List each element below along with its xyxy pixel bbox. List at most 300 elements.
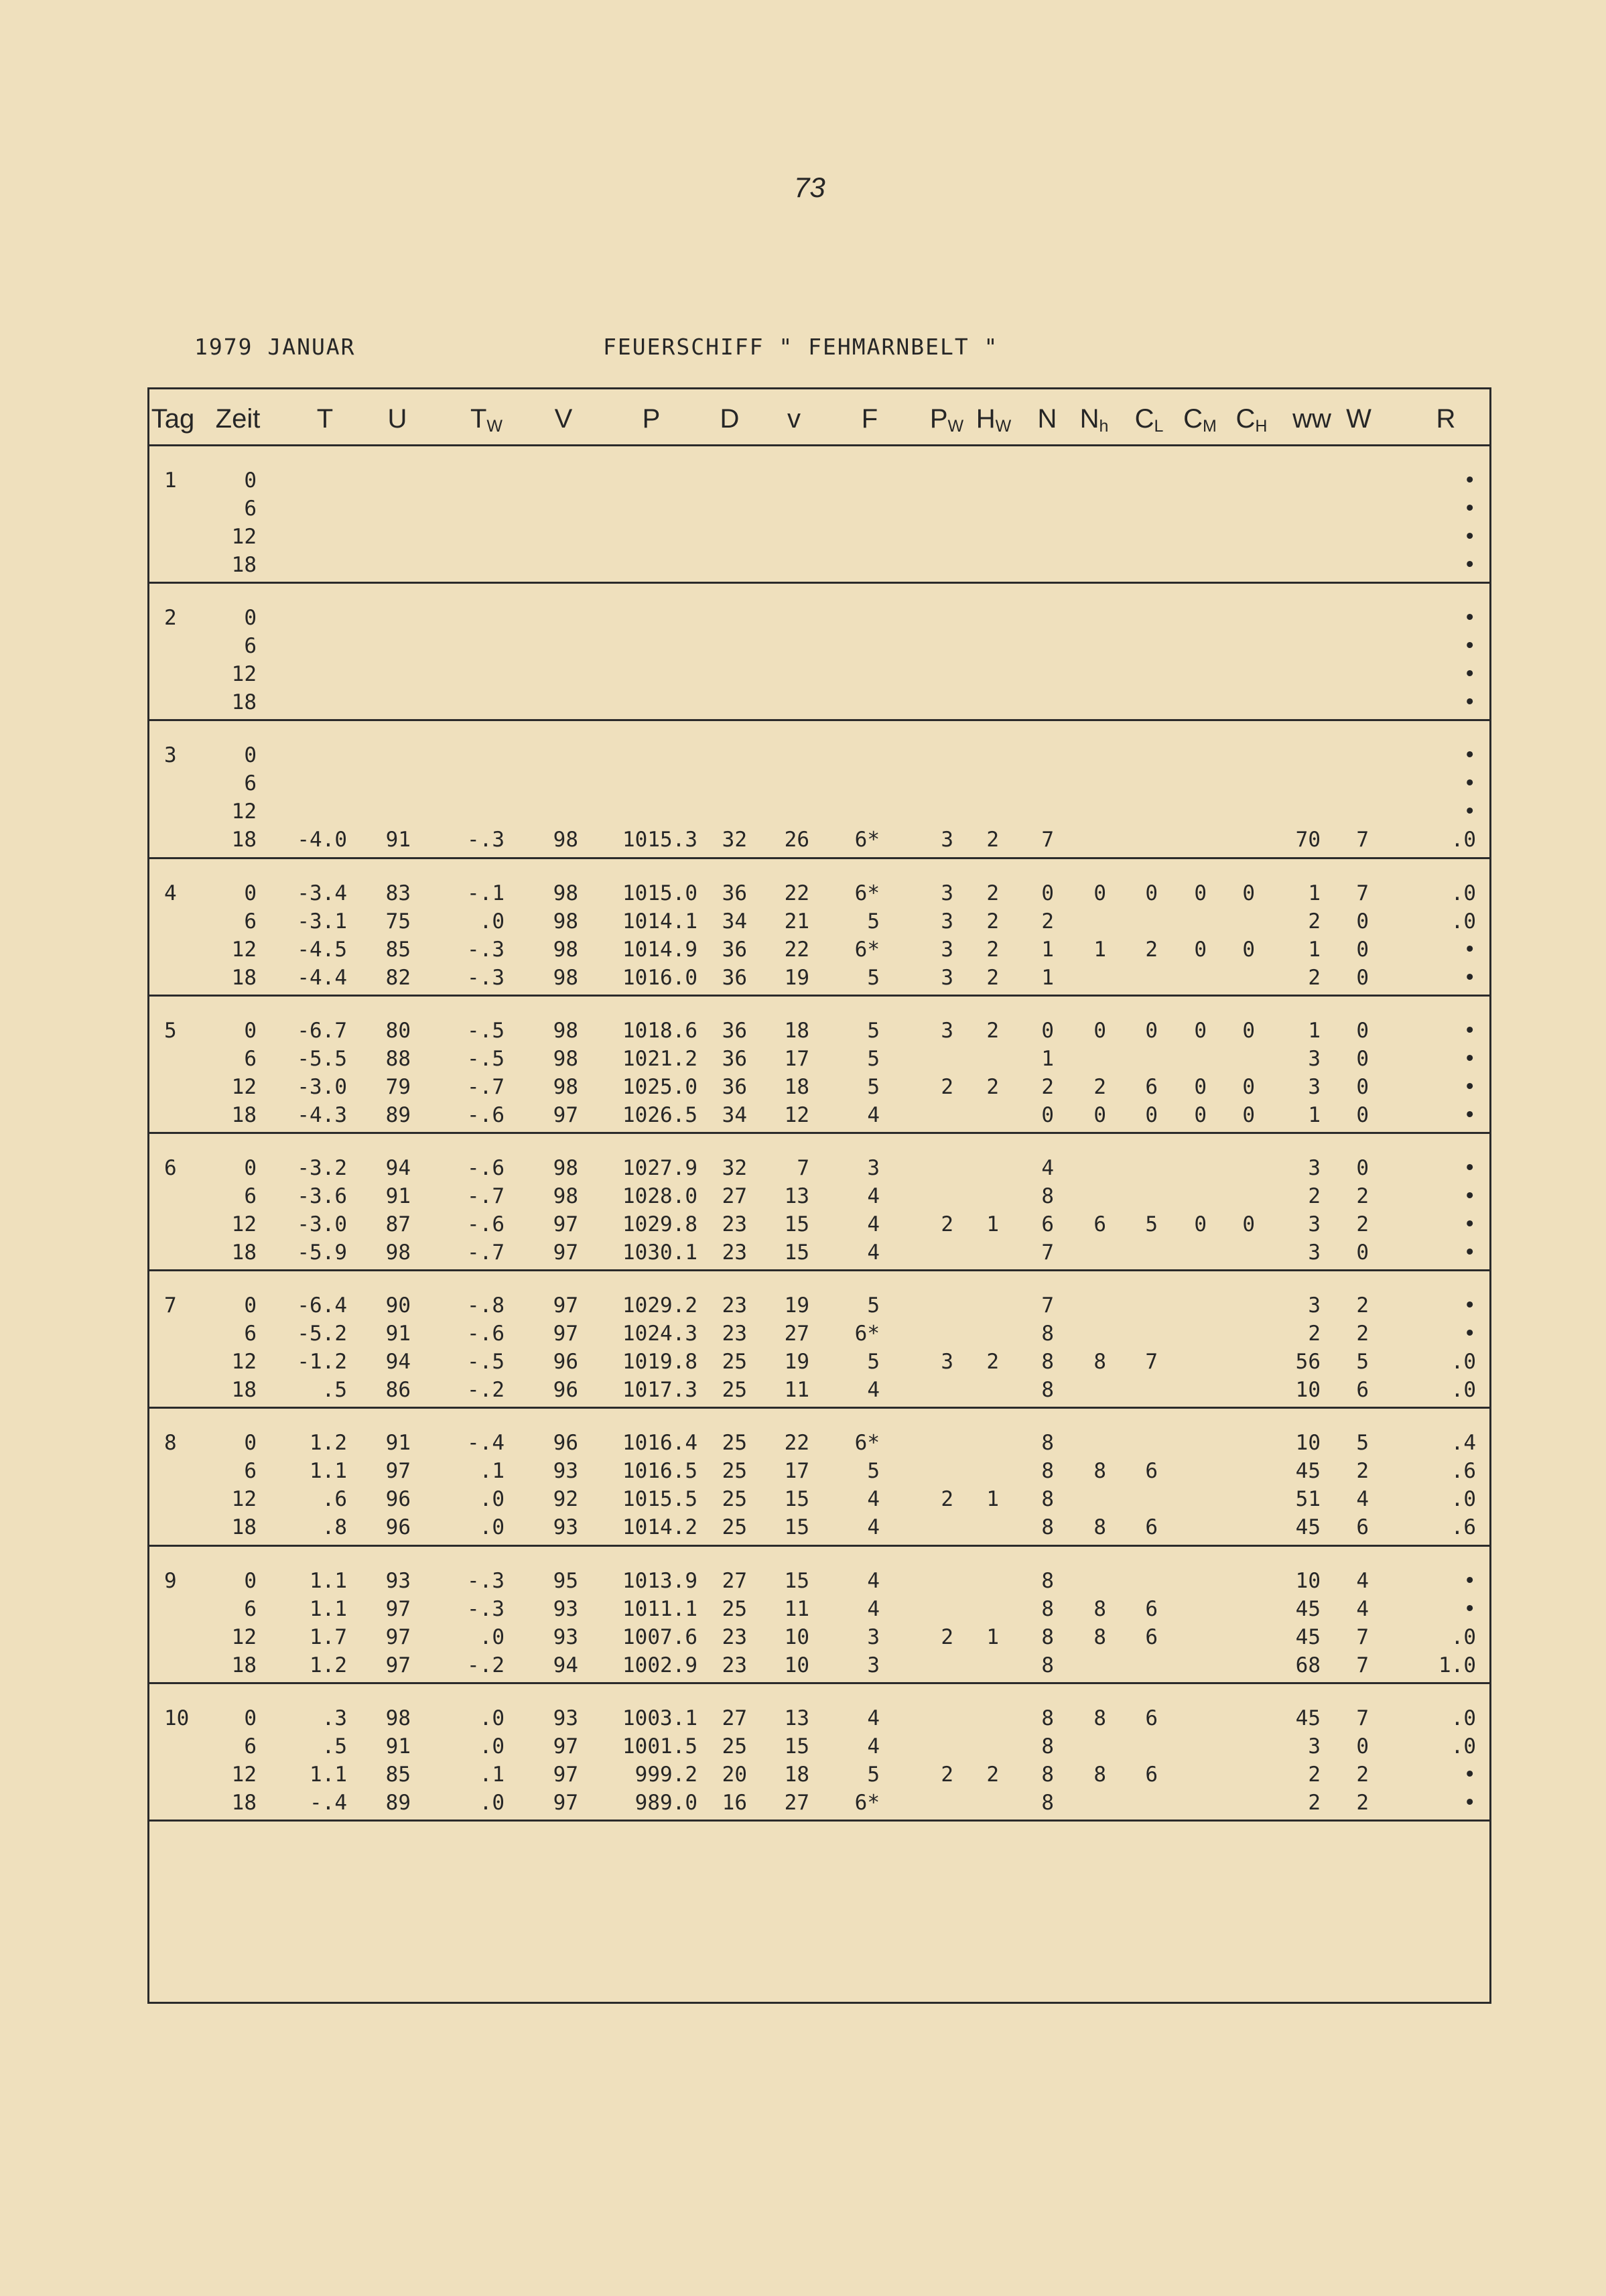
table-row [149,1182,1489,1210]
cell-v: 10 [784,1653,809,1677]
cell-ww: 3 [1308,1240,1321,1265]
cell-r: • [1463,743,1476,768]
cell-r: • [1463,662,1476,687]
cell-zeit: 6 [244,1046,257,1071]
cell-u: 86 [385,1378,411,1403]
cell-zeit: 12 [231,800,257,824]
cell-v: 98 [553,1046,578,1071]
cell-cl: 0 [1145,1018,1158,1043]
cell-u: 91 [385,1184,411,1208]
cell-t: -3.0 [297,1074,347,1099]
cell-pw: 3 [941,1018,953,1043]
cell-p: 1003.1 [622,1706,697,1730]
cell-u: 89 [385,1790,411,1815]
cell-hw: 2 [986,1018,999,1043]
cell-ch: 0 [1242,1102,1255,1127]
cell-w: 5 [1356,1431,1369,1456]
cell-n: 2 [1041,1074,1054,1099]
col-d: D [720,404,740,434]
cell-n: 8 [1041,1350,1054,1375]
cell-u: 82 [385,965,411,990]
cell-zeit: 12 [231,662,257,687]
cell-hw: 2 [986,965,999,990]
cell-d: 23 [722,1240,747,1265]
cell-pw: 3 [941,828,953,852]
cell-pw: 3 [941,965,953,990]
cell-ch: 0 [1242,1074,1255,1099]
cell-v: 13 [784,1706,809,1730]
cell-zeit: 0 [244,1156,257,1180]
cell-r: • [1463,690,1476,715]
cell-u: 97 [385,1596,411,1621]
cell-d: 27 [722,1184,747,1208]
cell-r: .0 [1451,1378,1476,1403]
cell-f: 6* [854,1322,880,1346]
cell-f: 4 [867,1596,880,1621]
cell-p: 1017.3 [622,1378,697,1403]
cell-d: 23 [722,1322,747,1346]
cell-t: -4.3 [297,1102,347,1127]
col-pw: $P_W$ [929,404,964,436]
cell-d: 32 [722,1156,747,1180]
cell-t: -6.7 [297,1018,347,1043]
cell-hw: 2 [986,1074,999,1099]
cell-tw: -.6 [467,1322,505,1346]
col-ch: $C_H$ [1235,404,1268,436]
cell-t: 1.1 [310,1459,347,1484]
cell-zeit: 0 [244,1431,257,1456]
cell-d: 23 [722,1212,747,1236]
cell-r: • [1463,965,1476,990]
cell-ww: 45 [1295,1624,1321,1649]
cell-ww: 3 [1308,1156,1321,1180]
cell-p: 1016.5 [622,1459,697,1484]
cell-n: 1 [1041,965,1054,990]
cell-f: 5 [867,1293,880,1318]
cell-w: 0 [1356,1018,1369,1043]
cell-ww: 70 [1295,828,1321,852]
cell-zeit: 12 [231,1762,257,1787]
cell-t: -5.5 [297,1046,347,1071]
cell-nh: 0 [1093,1102,1106,1127]
cell-t: -6.4 [297,1293,347,1318]
cell-v: 96 [553,1378,578,1403]
cell-v: 27 [784,1790,809,1815]
day-block [149,1134,1489,1271]
cell-n: 8 [1041,1568,1054,1593]
cell-hw: 1 [986,1487,999,1512]
cell-r: • [1463,937,1476,962]
cell-w: 0 [1356,937,1369,962]
cell-f: 4 [867,1378,880,1403]
cell-v: 98 [553,909,578,934]
day-block [149,584,1489,721]
cell-nh: 8 [1093,1762,1106,1787]
table-row [149,1651,1489,1679]
cell-v: 93 [553,1624,578,1649]
cell-f: 6* [854,1431,880,1456]
cell-zeit: 6 [244,1322,257,1346]
cell-p: 999.2 [634,1762,697,1787]
cell-tw: -.8 [467,1293,505,1318]
cell-p: 1029.8 [622,1212,697,1236]
day-number: 6 [164,1156,177,1180]
table-row [149,1291,1489,1320]
cell-p: 1019.8 [622,1350,697,1375]
cell-v: 11 [784,1378,809,1403]
cell-ww: 45 [1295,1515,1321,1540]
cell-nh: 8 [1093,1596,1106,1621]
table-row [149,1704,1489,1732]
day-number: 7 [164,1293,177,1318]
table-row [149,1210,1489,1238]
cell-u: 75 [385,909,411,934]
cell-v: 98 [553,1018,578,1043]
cell-zeit: 18 [231,965,257,990]
cell-zeit: 6 [244,634,257,659]
cell-n: 1 [1041,937,1054,962]
cell-d: 20 [722,1762,747,1787]
col-cl: $C_L$ [1134,404,1164,436]
cell-ww: 2 [1308,1762,1321,1787]
table-row [149,1595,1489,1623]
cell-t: .8 [322,1515,347,1540]
cell-nh: 0 [1093,881,1106,905]
cell-v: 98 [553,1156,578,1180]
cell-p: 989.0 [634,1790,697,1815]
cell-ww: 45 [1295,1459,1321,1484]
col-hw: $H_W$ [976,404,1012,436]
cell-nh: 8 [1093,1350,1106,1375]
cell-p: 1014.2 [622,1515,697,1540]
cell-w: 7 [1356,1706,1369,1730]
cell-tw: -.5 [467,1018,505,1043]
cell-zeit: 6 [244,909,257,934]
cell-ww: 3 [1308,1734,1321,1759]
cell-nh: 0 [1093,1018,1106,1043]
col-w: W [1346,404,1371,434]
col-zeit: Zeit [215,404,261,434]
cell-zeit: 12 [231,1212,257,1236]
cell-p: 1015.5 [622,1487,697,1512]
cell-cl: 6 [1145,1515,1158,1540]
cell-n: 8 [1041,1653,1054,1677]
cell-r: • [1463,1074,1476,1099]
cell-pw: 2 [941,1762,953,1787]
cell-t: 1.1 [310,1596,347,1621]
cell-n: 2 [1041,909,1054,934]
cell-p: 1016.0 [622,965,697,990]
cell-v: 15 [784,1240,809,1265]
cell-tw: .0 [479,1734,505,1759]
cell-f: 5 [867,1018,880,1043]
cell-t: .5 [322,1378,347,1403]
cell-tw: .1 [479,1762,505,1787]
cell-hw: 1 [986,1624,999,1649]
table-row [149,964,1489,992]
day-number: 9 [164,1568,177,1593]
cell-f: 5 [867,1762,880,1787]
cell-pw: 2 [941,1487,953,1512]
day-block [149,1547,1489,1684]
cell-p: 1028.0 [622,1184,697,1208]
cell-cl: 6 [1145,1706,1158,1730]
day-block [149,1684,1489,1822]
page-number: 73 [794,172,825,203]
cell-cm: 0 [1194,1212,1207,1236]
cell-n: 7 [1041,1240,1054,1265]
cell-u: 85 [385,1762,411,1787]
day-number: 5 [164,1018,177,1043]
cell-n: 7 [1041,828,1054,852]
cell-cl: 6 [1145,1624,1158,1649]
cell-u: 89 [385,1102,411,1127]
cell-p: 1018.6 [622,1018,697,1043]
col-cl-sub: L [1154,417,1164,436]
cell-n: 7 [1041,1293,1054,1318]
day-block [149,859,1489,997]
cell-d: 23 [722,1653,747,1677]
table-row [149,1101,1489,1129]
cell-cm: 0 [1194,937,1207,962]
cell-f: 5 [867,1459,880,1484]
col-v-speed: v [787,404,801,434]
table-row [149,1045,1489,1073]
cell-d: 27 [722,1706,747,1730]
cell-u: 80 [385,1018,411,1043]
cell-u: 87 [385,1212,411,1236]
cell-n: 8 [1041,1459,1054,1484]
cell-tw: -.3 [467,1568,505,1593]
cell-u: 88 [385,1046,411,1071]
cell-d: 25 [722,1431,747,1456]
cell-r: • [1463,1156,1476,1180]
cell-r: .4 [1451,1431,1476,1456]
table-row [149,466,1489,495]
cell-v: 18 [784,1018,809,1043]
cell-zeit: 0 [244,1568,257,1593]
cell-w: 0 [1356,1734,1369,1759]
cell-pw: 3 [941,937,953,962]
cell-d: 27 [722,1568,747,1593]
header-year-month: 1979 JANUAR [194,334,356,360]
cell-t: -4.0 [297,828,347,852]
cell-ch: 0 [1242,937,1255,962]
day-number: 8 [164,1431,177,1456]
col-pw-sub: W [947,417,964,436]
cell-t: 1.1 [310,1762,347,1787]
cell-v: 12 [784,1102,809,1127]
cell-w: 2 [1356,1762,1369,1787]
cell-w: 0 [1356,1074,1369,1099]
cell-ww: 3 [1308,1046,1321,1071]
cell-f: 4 [867,1184,880,1208]
cell-cm: 0 [1194,881,1207,905]
day-block [149,721,1489,858]
cell-r: • [1463,1790,1476,1815]
table-row [149,907,1489,936]
cell-d: 23 [722,1624,747,1649]
cell-f: 6* [854,828,880,852]
cell-w: 6 [1356,1378,1369,1403]
cell-tw: .1 [479,1459,505,1484]
cell-cl: 0 [1145,881,1158,905]
cell-tw: -.2 [467,1653,505,1677]
cell-hw: 2 [986,909,999,934]
table-row [149,879,1489,907]
cell-r: • [1463,1212,1476,1236]
cell-nh: 1 [1093,937,1106,962]
cell-u: 91 [385,828,411,852]
cell-v: 27 [784,1322,809,1346]
cell-v: 97 [553,1212,578,1236]
cell-w: 0 [1356,965,1369,990]
cell-v: 98 [553,881,578,905]
cell-ww: 2 [1308,1322,1321,1346]
cell-r: • [1463,800,1476,824]
cell-f: 4 [867,1240,880,1265]
cell-r: .0 [1451,909,1476,934]
cell-v: 98 [553,937,578,962]
table-row [149,1073,1489,1101]
cell-n: 8 [1041,1184,1054,1208]
cell-r: .0 [1451,1350,1476,1375]
cell-t: 1.2 [310,1431,347,1456]
cell-ww: 10 [1295,1378,1321,1403]
cell-hw: 2 [986,1762,999,1787]
cell-n: 1 [1041,1046,1054,1071]
cell-hw: 1 [986,1212,999,1236]
table-row [149,688,1489,716]
cell-ww: 1 [1308,881,1321,905]
cell-u: 94 [385,1350,411,1375]
cell-zeit: 12 [231,1350,257,1375]
cell-ww: 2 [1308,909,1321,934]
cell-p: 1007.6 [622,1624,697,1649]
cell-r: • [1463,1293,1476,1318]
cell-v: 97 [553,1734,578,1759]
cell-zeit: 18 [231,1102,257,1127]
cell-v: 17 [784,1459,809,1484]
cell-ww: 1 [1308,937,1321,962]
cell-u: 79 [385,1074,411,1099]
cell-ww: 45 [1295,1706,1321,1730]
cell-ww: 45 [1295,1596,1321,1621]
cell-v: 93 [553,1706,578,1730]
col-tw: $T_W$ [470,404,503,436]
cell-cl: 6 [1145,1762,1158,1787]
table-row [149,1348,1489,1376]
cell-zeit: 18 [231,828,257,852]
cell-zeit: 18 [231,1240,257,1265]
table-row [149,1017,1489,1045]
cell-n: 8 [1041,1706,1054,1730]
cell-t: 1.1 [310,1568,347,1593]
cell-n: 8 [1041,1624,1054,1649]
cell-v: 10 [784,1624,809,1649]
cell-ww: 51 [1295,1487,1321,1512]
cell-hw: 2 [986,828,999,852]
cell-r: • [1463,1240,1476,1265]
table-row [149,1732,1489,1761]
cell-d: 36 [722,965,747,990]
cell-tw: -.1 [467,881,505,905]
cell-zeit: 12 [231,1487,257,1512]
cell-p: 1011.1 [622,1596,697,1621]
cell-p: 1015.3 [622,828,697,852]
cell-tw: -.6 [467,1156,505,1180]
cell-zeit: 6 [244,1184,257,1208]
cell-v: 95 [553,1568,578,1593]
cell-d: 25 [722,1378,747,1403]
table-row [149,1457,1489,1485]
cell-w: 2 [1356,1293,1369,1318]
table-row [149,523,1489,551]
cell-v: 97 [553,1293,578,1318]
cell-zeit: 18 [231,1515,257,1540]
cell-t: .6 [322,1487,347,1512]
cell-ww: 10 [1295,1431,1321,1456]
cell-r: .6 [1451,1515,1476,1540]
cell-v: 97 [553,1322,578,1346]
cell-t: -5.9 [297,1240,347,1265]
cell-cm: 0 [1194,1074,1207,1099]
cell-zeit: 0 [244,468,257,493]
cell-u: 97 [385,1653,411,1677]
cell-cl: 6 [1145,1074,1158,1099]
cell-v: 21 [784,909,809,934]
cell-n: 0 [1041,1018,1054,1043]
cell-p: 1014.9 [622,937,697,962]
cell-u: 85 [385,937,411,962]
table-row [149,741,1489,769]
cell-v: 96 [553,1431,578,1456]
cell-v: 97 [553,1762,578,1787]
table-row [149,1154,1489,1182]
cell-hw: 2 [986,881,999,905]
col-cm-sub: M [1203,417,1217,436]
cell-zeit: 18 [231,1790,257,1815]
cell-w: 7 [1356,828,1369,852]
cell-zeit: 12 [231,1624,257,1649]
table-row [149,769,1489,798]
cell-d: 23 [722,1293,747,1318]
cell-zeit: 0 [244,881,257,905]
cell-ww: 2 [1308,965,1321,990]
cell-pw: 3 [941,881,953,905]
cell-n: 6 [1041,1212,1054,1236]
cell-ch: 0 [1242,1018,1255,1043]
cell-ww: 56 [1295,1350,1321,1375]
cell-d: 36 [722,881,747,905]
cell-zeit: 12 [231,525,257,549]
cell-tw: -.2 [467,1378,505,1403]
cell-pw: 2 [941,1624,953,1649]
cell-u: 96 [385,1515,411,1540]
cell-t: 1.7 [310,1624,347,1649]
cell-d: 16 [722,1790,747,1815]
cell-nh: 2 [1093,1074,1106,1099]
cell-zeit: 0 [244,743,257,768]
day-number: 3 [164,743,177,768]
cell-v: 93 [553,1459,578,1484]
cell-v: 98 [553,965,578,990]
col-ww: ww [1292,404,1331,434]
col-hw-sub: W [995,417,1012,436]
cell-u: 91 [385,1322,411,1346]
cell-r: • [1463,1102,1476,1127]
day-number: 1 [164,468,177,493]
